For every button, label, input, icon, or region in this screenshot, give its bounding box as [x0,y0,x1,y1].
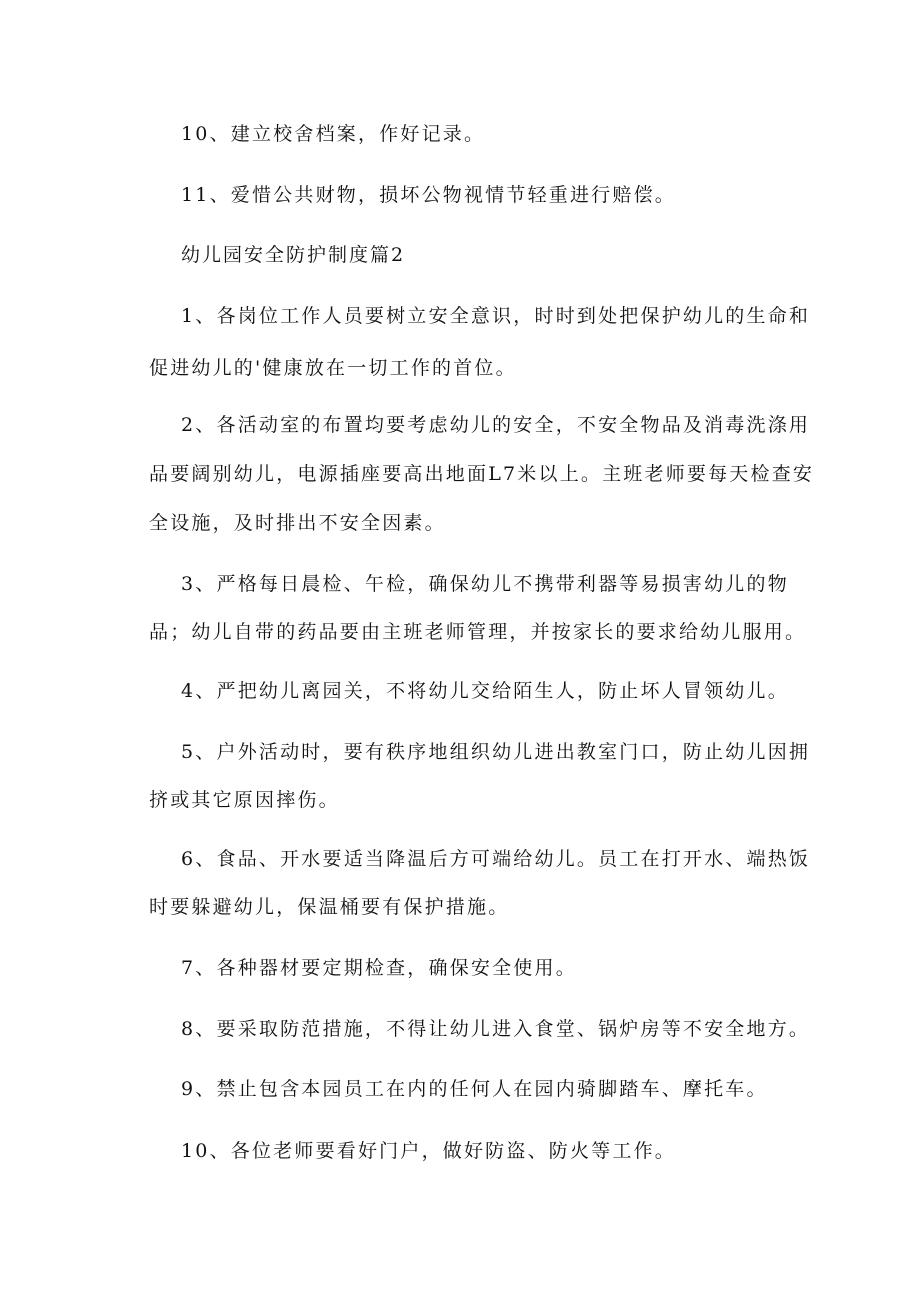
paragraph-line: 9、禁止包含本园员工在内的任何人在园内骑脚踏车、摩托车。 [181,1078,768,1100]
paragraph-line: 2、各活动室的布置均要考虑幼儿的安全，不安全物品及消毒洗涤用 [181,414,811,436]
paragraph-line: 挤或其它原因摔伤。 [149,789,340,811]
paragraph-item-2 [149,404,815,545]
paragraph-line: 品要阔别幼儿，电源插座要高出地面L7米以上。主班老师要每天检查安 [149,463,815,485]
paragraph-item-3 [149,563,807,654]
paragraph-line: 全设施，及时排出不安全因素。 [149,512,446,534]
paragraph-item-10-top [181,113,781,156]
paragraph-item-8 [181,1008,811,1051]
paragraph-line: 10、建立校舍档案，作好记录。 [181,123,486,145]
paragraph-item-9 [181,1068,781,1111]
paragraph-line: 5、户外活动时，要有秩序地组织幼儿进出教室门口，防止幼儿因拥 [181,741,811,763]
paragraph-item-1 [149,295,811,390]
paragraph-line: 品；幼儿自带的药品要由主班老师管理，并按家长的要求给幼儿服用。 [149,621,807,643]
paragraph-line: 3、严格每日晨检、午检，确保幼儿不携带利器等易损害幼儿的物 [181,573,789,595]
section-heading: 幼儿园安全防护制度篇2 [181,244,406,266]
paragraph-line: 时要躲避幼儿，保温桶要有保护措施。 [149,896,510,918]
paragraph-line: 4、严把幼儿离园关，不将幼儿交给陌生人，防止坏人冒领幼儿。 [181,680,789,702]
paragraph-item-7 [181,947,781,990]
paragraph-line: 6、食品、开水要适当降温后方可端给幼儿。员工在打开水、端热饭 [181,848,811,870]
paragraph-item-5 [149,731,811,822]
paragraph-item-4 [181,670,789,713]
paragraph-line: 促进幼儿的'健康放在一切工作的首位。 [149,357,517,379]
paragraph-line: 8、要采取防范措施，不得让幼儿进入食堂、锅炉房等不安全地方。 [181,1018,811,1040]
paragraph-item-6 [149,838,811,929]
paragraph-item-10 [181,1130,781,1173]
paragraph-item-11-top [181,174,781,217]
paragraph-line: 7、各种器材要定期检查，确保安全使用。 [181,957,577,979]
paragraph-line: 10、各位老师要看好门户，做好防盗、防火等工作。 [181,1140,676,1162]
paragraph-line: 1、各岗位工作人员要树立安全意识，时时到处把保护幼儿的生命和 [181,305,811,327]
paragraph-line: 11、爱惜公共财物，损坏公物视情节轻重进行赔偿。 [181,184,676,206]
